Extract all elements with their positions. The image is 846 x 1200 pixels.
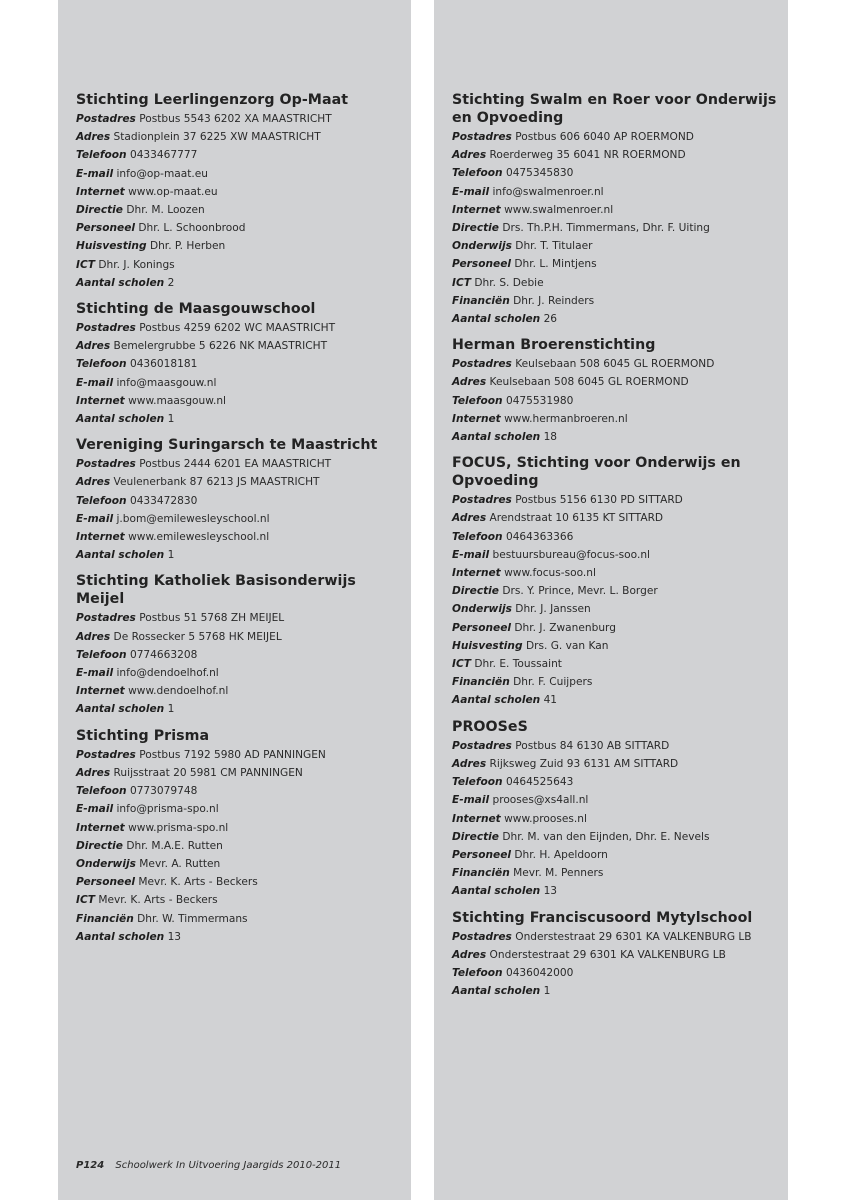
field-value: 0436042000 bbox=[505, 966, 574, 979]
field-label: Internet bbox=[76, 821, 125, 834]
field-label: ICT bbox=[452, 658, 471, 671]
directory-entry bbox=[452, 909, 780, 1001]
field-row-postadres bbox=[76, 319, 403, 337]
field-value: 1 bbox=[167, 703, 175, 716]
field-value: Rijksweg Zuid 93 6131 AM SITTARD bbox=[489, 757, 679, 770]
field-value: Postbus 2444 6201 EA MAASTRICHT bbox=[139, 458, 332, 471]
field-label: Adres bbox=[452, 757, 487, 770]
field-value: Onderstestraat 29 6301 KA VALKENBURG LB bbox=[489, 948, 726, 961]
field-value: Veulenerbank 87 6213 JS MAASTRICHT bbox=[113, 476, 320, 489]
field-value: info@prisma-spo.nl bbox=[116, 803, 219, 816]
field-value: Dhr. F. Cuijpers bbox=[513, 676, 593, 689]
field-label: Personeel bbox=[76, 222, 136, 235]
field-label: Onderwijs bbox=[452, 603, 512, 616]
field-value: Drs. Th.P.H. Timmermans, Dhr. F. Uiting bbox=[502, 222, 710, 235]
field-label: Telefoon bbox=[452, 167, 503, 180]
field-value: Arendstraat 10 6135 KT SITTARD bbox=[489, 512, 664, 525]
field-value: info@op-maat.eu bbox=[116, 167, 209, 180]
entry-title: FOCUS, Stichting voor Onderwijs en Opvoeding bbox=[452, 455, 741, 490]
directory-entry bbox=[76, 300, 403, 428]
field-row-ict bbox=[76, 891, 403, 909]
field-value: 2 bbox=[167, 276, 175, 289]
field-value: Dhr. J. Konings bbox=[98, 258, 175, 271]
field-label: Adres bbox=[76, 630, 111, 643]
field-row-telefoon bbox=[76, 492, 403, 510]
field-row-aantal-scholen bbox=[452, 882, 780, 900]
field-value: 0464525643 bbox=[505, 776, 574, 789]
field-row-huisvesting bbox=[452, 637, 780, 655]
directory-entry bbox=[76, 91, 403, 292]
field-value: www.emilewesleyschool.nl bbox=[128, 531, 270, 544]
field-value: De Rossecker 5 5768 HK MEIJEL bbox=[113, 630, 282, 643]
field-label: Adres bbox=[76, 476, 111, 489]
field-row-e-mail bbox=[452, 791, 780, 809]
field-value: Mevr. K. Arts - Beckers bbox=[98, 894, 218, 907]
field-label: Aantal scholen bbox=[452, 313, 541, 326]
field-label: Aantal scholen bbox=[76, 413, 165, 426]
field-value: 41 bbox=[543, 694, 558, 707]
directory-entry bbox=[76, 727, 403, 946]
field-value: 13 bbox=[167, 930, 182, 943]
field-value: Dhr. L. Schoonbrood bbox=[138, 222, 246, 235]
field-label: Internet bbox=[76, 185, 125, 198]
field-value: Keulsebaan 508 6045 GL ROERMOND bbox=[515, 358, 715, 371]
field-row-e-mail bbox=[452, 183, 780, 201]
field-value: info@dendoelhof.nl bbox=[116, 667, 219, 680]
entry-title: PROOSeS bbox=[452, 718, 528, 735]
field-label: Aantal scholen bbox=[76, 276, 165, 289]
field-row-aantal-scholen bbox=[76, 700, 403, 718]
field-row-adres bbox=[76, 128, 403, 146]
field-value: 0475531980 bbox=[505, 394, 574, 407]
field-value: 26 bbox=[543, 313, 558, 326]
directory-entry bbox=[452, 454, 780, 709]
field-row-internet bbox=[76, 819, 403, 837]
field-label: Telefoon bbox=[76, 785, 127, 798]
field-label: Aantal scholen bbox=[76, 549, 165, 562]
field-row-aantal-scholen bbox=[76, 546, 403, 564]
field-row-personeel bbox=[76, 219, 403, 237]
field-value: Mevr. M. Penners bbox=[513, 867, 604, 880]
field-value: Dhr. M.A.E. Rutten bbox=[126, 839, 223, 852]
field-value: 1 bbox=[167, 413, 175, 426]
field-label: Personeel bbox=[452, 621, 512, 634]
field-row-onderwijs bbox=[452, 237, 780, 255]
field-label: Aantal scholen bbox=[452, 985, 541, 998]
right-column bbox=[434, 0, 788, 1200]
field-row-aantal-scholen bbox=[452, 310, 780, 328]
field-label: Telefoon bbox=[76, 358, 127, 371]
field-value: Drs. Y. Prince, Mevr. L. Borger bbox=[502, 585, 658, 598]
field-row-onderwijs bbox=[76, 855, 403, 873]
field-value: Postbus 4259 6202 WC MAASTRICHT bbox=[139, 322, 336, 335]
field-label: Telefoon bbox=[76, 149, 127, 162]
field-row-telefoon bbox=[452, 528, 780, 546]
field-label: Telefoon bbox=[76, 494, 127, 507]
field-value: Dhr. E. Toussaint bbox=[474, 658, 562, 671]
directory-entry bbox=[452, 718, 780, 901]
directory-entry bbox=[452, 336, 780, 446]
field-row-adres bbox=[76, 628, 403, 646]
field-row-financien bbox=[76, 910, 403, 928]
field-row-internet bbox=[76, 682, 403, 700]
field-label: Aantal scholen bbox=[452, 885, 541, 898]
field-row-postadres bbox=[76, 455, 403, 473]
field-value: www.swalmenroer.nl bbox=[504, 203, 614, 216]
field-value: 0475345830 bbox=[505, 167, 574, 180]
field-label: Directie bbox=[76, 204, 123, 217]
field-value: Postbus 51 5768 ZH MEIJEL bbox=[139, 612, 285, 625]
field-label: Financiën bbox=[76, 912, 134, 925]
field-label: ICT bbox=[452, 276, 471, 289]
field-label: E-mail bbox=[452, 794, 490, 807]
field-label: Postadres bbox=[452, 930, 512, 943]
field-label: E-mail bbox=[76, 667, 114, 680]
field-row-internet bbox=[452, 201, 780, 219]
field-value: Dhr. M. Loozen bbox=[126, 204, 205, 217]
field-label: Postadres bbox=[76, 113, 136, 125]
field-row-postadres bbox=[452, 128, 780, 146]
right-entries bbox=[452, 91, 780, 1008]
field-value: Postbus 606 6040 AP ROERMOND bbox=[515, 131, 694, 143]
field-value: Mevr. A. Rutten bbox=[139, 857, 221, 870]
entry-title: Stichting Swalm en Roer voor Onderwijs en Opvoeding bbox=[452, 92, 777, 126]
field-row-telefoon bbox=[452, 164, 780, 182]
field-value: Dhr. H. Apeldoorn bbox=[514, 848, 608, 861]
field-row-e-mail bbox=[76, 664, 403, 682]
field-label: Internet bbox=[452, 812, 501, 825]
field-label: Adres bbox=[452, 512, 487, 525]
entry-title: Herman Broerenstichting bbox=[452, 337, 656, 354]
field-row-telefoon bbox=[76, 782, 403, 800]
field-label: Aantal scholen bbox=[452, 694, 541, 707]
field-value: Ruijsstraat 20 5981 CM PANNINGEN bbox=[113, 766, 303, 779]
field-row-financien bbox=[452, 673, 780, 691]
field-label: Internet bbox=[452, 567, 501, 580]
field-label: Internet bbox=[76, 685, 125, 698]
field-value: 0433467777 bbox=[129, 149, 198, 162]
left-entries bbox=[76, 91, 403, 954]
field-label: Personeel bbox=[76, 876, 136, 889]
field-row-aantal-scholen bbox=[452, 691, 780, 709]
field-label: Huisvesting bbox=[452, 639, 523, 652]
field-label: Adres bbox=[452, 376, 487, 389]
field-label: Directie bbox=[452, 222, 499, 235]
field-row-directie bbox=[76, 201, 403, 219]
field-label: Aantal scholen bbox=[76, 703, 165, 716]
field-value: Dhr. P. Herben bbox=[149, 240, 226, 253]
field-value: bestuursbureau@focus-soo.nl bbox=[492, 548, 650, 561]
field-value: j.bom@emilewesleyschool.nl bbox=[116, 512, 270, 525]
field-row-adres bbox=[76, 764, 403, 782]
field-value: Postbus 5543 6202 XA MAASTRICHT bbox=[139, 113, 332, 125]
field-label: Postadres bbox=[76, 612, 136, 625]
field-value: www.dendoelhof.nl bbox=[128, 685, 229, 698]
field-label: Directie bbox=[76, 839, 123, 852]
field-row-internet bbox=[452, 810, 780, 828]
field-label: Adres bbox=[76, 340, 111, 353]
field-value: info@swalmenroer.nl bbox=[492, 185, 604, 198]
field-row-telefoon bbox=[76, 146, 403, 164]
field-label: Telefoon bbox=[76, 648, 127, 661]
field-row-telefoon bbox=[452, 773, 780, 791]
field-value: Bemelergrubbe 5 6226 NK MAASTRICHT bbox=[113, 340, 328, 353]
field-label: E-mail bbox=[452, 185, 490, 198]
field-row-ict bbox=[452, 655, 780, 673]
field-value: Mevr. K. Arts - Beckers bbox=[138, 876, 258, 889]
field-row-ict bbox=[76, 256, 403, 274]
field-row-aantal-scholen bbox=[76, 928, 403, 946]
field-label: Telefoon bbox=[452, 530, 503, 543]
left-column bbox=[58, 0, 411, 1200]
field-row-aantal-scholen bbox=[452, 428, 780, 446]
field-value: Dhr. T. Titulaer bbox=[515, 240, 593, 253]
publication-title: Schoolwerk In Uitvoering Jaargids 2010-2011 bbox=[115, 1160, 342, 1171]
field-row-e-mail bbox=[452, 546, 780, 564]
field-row-adres bbox=[452, 373, 780, 391]
entry-title: Stichting Katholiek Basisonderwijs Meijel bbox=[76, 573, 356, 608]
field-label: Postadres bbox=[452, 739, 512, 752]
field-row-internet bbox=[452, 564, 780, 582]
field-row-directie bbox=[452, 582, 780, 600]
field-row-telefoon bbox=[452, 964, 780, 982]
field-label: Postadres bbox=[76, 322, 136, 335]
field-label: Internet bbox=[76, 531, 125, 544]
field-value: Dhr. J. Reinders bbox=[513, 294, 595, 307]
field-label: Adres bbox=[452, 149, 487, 162]
entry-title: Vereniging Suringarsch te Maastricht bbox=[76, 437, 378, 454]
field-label: Aantal scholen bbox=[76, 930, 165, 943]
field-label: E-mail bbox=[76, 512, 114, 525]
entry-title: Stichting de Maasgouwschool bbox=[76, 301, 316, 318]
field-value: Dhr. M. van den Eijnden, Dhr. E. Nevels bbox=[502, 830, 710, 843]
field-value: prooses@xs4all.nl bbox=[492, 794, 589, 807]
field-value: 13 bbox=[543, 885, 558, 898]
field-value: www.hermanbroeren.nl bbox=[504, 412, 628, 425]
field-label: Postadres bbox=[76, 458, 136, 471]
field-value: Dhr. S. Debie bbox=[474, 276, 544, 289]
field-label: E-mail bbox=[76, 167, 114, 180]
field-row-internet bbox=[76, 528, 403, 546]
field-row-adres bbox=[452, 509, 780, 527]
field-value: Keulsebaan 508 6045 GL ROERMOND bbox=[489, 376, 689, 389]
field-row-directie bbox=[76, 837, 403, 855]
field-value: Roerderweg 35 6041 NR ROERMOND bbox=[489, 149, 686, 162]
field-label: Internet bbox=[452, 203, 501, 216]
field-label: Telefoon bbox=[452, 966, 503, 979]
field-label: Postadres bbox=[76, 748, 136, 761]
field-row-postadres bbox=[452, 355, 780, 373]
directory-entry bbox=[452, 91, 780, 328]
field-value: Dhr. J. Zwanenburg bbox=[514, 621, 616, 634]
field-label: E-mail bbox=[76, 803, 114, 816]
field-label: Postadres bbox=[452, 131, 512, 143]
field-row-postadres bbox=[76, 746, 403, 764]
field-row-internet bbox=[76, 183, 403, 201]
field-row-personeel bbox=[452, 619, 780, 637]
field-label: E-mail bbox=[452, 548, 490, 561]
field-value: 1 bbox=[543, 985, 551, 998]
field-value: Dhr. J. Janssen bbox=[515, 603, 591, 616]
field-label: Postadres bbox=[452, 358, 512, 371]
field-label: Internet bbox=[452, 412, 501, 425]
field-value: Dhr. L. Mintjens bbox=[514, 258, 597, 271]
field-value: Postbus 84 6130 AB SITTARD bbox=[515, 739, 670, 752]
field-row-telefoon bbox=[76, 646, 403, 664]
field-label: Telefoon bbox=[452, 776, 503, 789]
field-row-adres bbox=[452, 755, 780, 773]
field-label: Financiën bbox=[452, 294, 510, 307]
field-row-adres bbox=[452, 146, 780, 164]
field-row-telefoon bbox=[76, 355, 403, 373]
field-value: www.prooses.nl bbox=[504, 812, 587, 825]
field-label: Huisvesting bbox=[76, 240, 147, 253]
field-value: 0436018181 bbox=[129, 358, 198, 371]
field-row-postadres bbox=[76, 110, 403, 128]
entry-title: Stichting Leerlingenzorg Op-Maat bbox=[76, 92, 349, 108]
field-row-adres bbox=[76, 473, 403, 491]
entry-title: Stichting Prisma bbox=[76, 727, 210, 744]
field-label: ICT bbox=[76, 894, 95, 907]
field-label: Financiën bbox=[452, 867, 510, 880]
field-row-postadres bbox=[452, 928, 780, 946]
field-row-financien bbox=[452, 292, 780, 310]
field-value: www.focus-soo.nl bbox=[504, 567, 596, 580]
field-row-e-mail bbox=[76, 165, 403, 183]
field-value: www.prisma-spo.nl bbox=[128, 821, 229, 834]
field-label: Internet bbox=[76, 394, 125, 407]
field-label: Onderwijs bbox=[76, 857, 136, 870]
page-number: P124 bbox=[76, 1160, 105, 1171]
field-row-e-mail bbox=[76, 800, 403, 818]
field-value: 0773079748 bbox=[129, 785, 198, 798]
field-value: www.op-maat.eu bbox=[128, 185, 218, 198]
field-row-personeel bbox=[76, 873, 403, 891]
field-row-huisvesting bbox=[76, 237, 403, 255]
field-value: www.maasgouw.nl bbox=[128, 394, 226, 407]
directory-entry bbox=[76, 436, 403, 564]
entry-title: Stichting Franciscusoord Mytylschool bbox=[452, 909, 753, 926]
field-row-personeel bbox=[452, 255, 780, 273]
directory-entry bbox=[76, 572, 403, 718]
field-row-internet bbox=[76, 392, 403, 410]
field-label: Personeel bbox=[452, 848, 512, 861]
field-row-postadres bbox=[76, 609, 403, 627]
field-label: Aantal scholen bbox=[452, 431, 541, 444]
field-label: Postadres bbox=[452, 494, 512, 507]
field-row-postadres bbox=[452, 737, 780, 755]
field-value: Postbus 5156 6130 PD SITTARD bbox=[515, 494, 683, 507]
field-row-e-mail bbox=[76, 510, 403, 528]
field-label: Onderwijs bbox=[452, 240, 512, 253]
field-value: Stadionplein 37 6225 XW MAASTRICHT bbox=[113, 131, 321, 144]
field-row-ict bbox=[452, 274, 780, 292]
field-value: 0774663208 bbox=[129, 648, 198, 661]
field-value: Drs. G. van Kan bbox=[525, 639, 609, 652]
field-row-aantal-scholen bbox=[76, 274, 403, 292]
field-row-adres bbox=[76, 337, 403, 355]
field-value: 1 bbox=[167, 549, 175, 562]
field-label: Financiën bbox=[452, 676, 510, 689]
field-label: Directie bbox=[452, 830, 499, 843]
field-value: info@maasgouw.nl bbox=[116, 376, 217, 389]
field-value: Onderstestraat 29 6301 KA VALKENBURG LB bbox=[515, 930, 752, 943]
field-label: Adres bbox=[76, 131, 111, 144]
field-row-adres bbox=[452, 946, 780, 964]
field-label: Telefoon bbox=[452, 394, 503, 407]
field-value: 0464363366 bbox=[505, 530, 574, 543]
field-label: ICT bbox=[76, 258, 95, 271]
field-row-personeel bbox=[452, 846, 780, 864]
field-row-directie bbox=[452, 828, 780, 846]
field-row-financien bbox=[452, 864, 780, 882]
field-row-directie bbox=[452, 219, 780, 237]
field-row-telefoon bbox=[452, 392, 780, 410]
field-label: Adres bbox=[76, 766, 111, 779]
field-row-postadres bbox=[452, 491, 780, 509]
field-row-e-mail bbox=[76, 374, 403, 392]
field-value: Dhr. W. Timmermans bbox=[137, 912, 248, 925]
field-value: 0433472830 bbox=[129, 494, 198, 507]
field-value: 18 bbox=[543, 431, 558, 444]
field-label: Adres bbox=[452, 948, 487, 961]
field-row-aantal-scholen bbox=[76, 410, 403, 428]
field-label: E-mail bbox=[76, 376, 114, 389]
page-footer bbox=[76, 1160, 341, 1171]
field-row-internet bbox=[452, 410, 780, 428]
field-label: Directie bbox=[452, 585, 499, 598]
field-row-onderwijs bbox=[452, 600, 780, 618]
field-value: Postbus 7192 5980 AD PANNINGEN bbox=[139, 748, 326, 761]
field-row-aantal-scholen bbox=[452, 982, 780, 1000]
field-label: Personeel bbox=[452, 258, 512, 271]
